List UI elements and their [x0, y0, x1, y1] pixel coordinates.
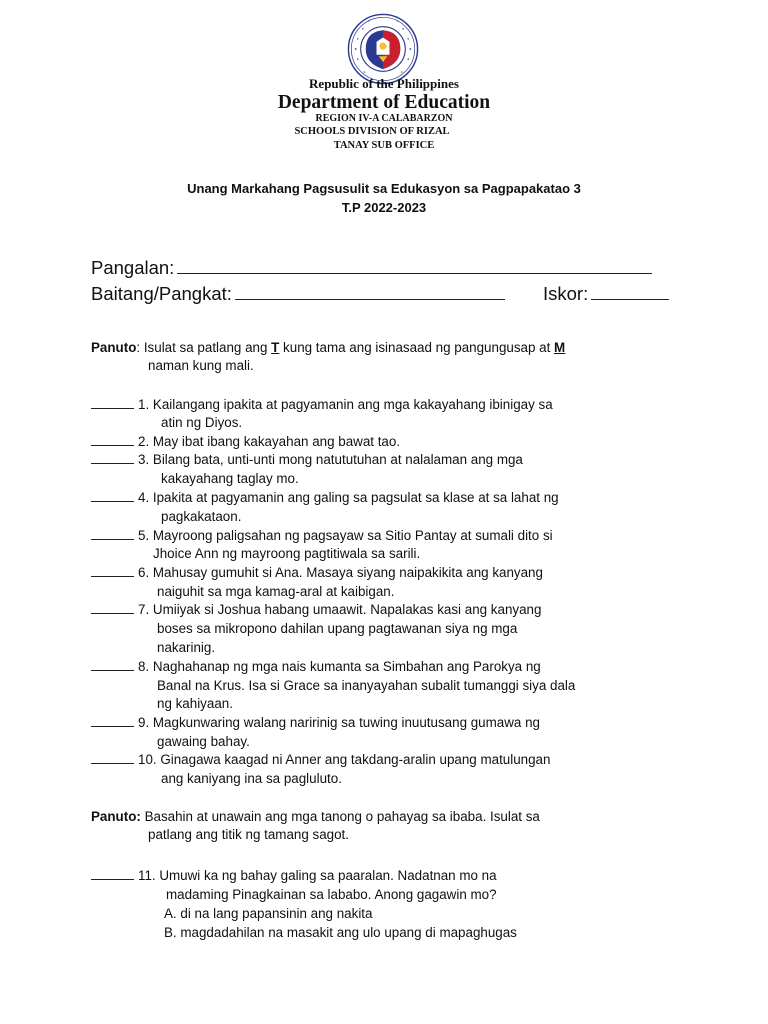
exam-title: Unang Markahang Pagsusulit sa Edukasyon sa Pagpapakatao 3: [187, 181, 581, 196]
answer-blank[interactable]: [91, 434, 134, 446]
item-number: 11.: [138, 868, 156, 883]
item-number: 2.: [138, 434, 150, 449]
grade-section-blank[interactable]: [235, 298, 505, 300]
item-3-continuation: kakayahang taglay mo.: [161, 471, 299, 486]
instruction-text: Basahin at unawain ang mga tanong o pahayag sa ibaba. Isulat sa: [140, 809, 540, 824]
item-number: 8.: [138, 659, 150, 674]
item-7-continuation: boses sa mikropono dahilan upang pagtawanan siya ng mga: [157, 621, 518, 636]
item-5-continuation: Jhoice Ann ng mayroong pagtitiwala sa sarili.: [153, 546, 421, 561]
item-number: 3.: [138, 452, 150, 467]
item-8-continuation: Banal na Krus. Isa si Grace sa inanyayahan subalit tumanggi siya dala: [157, 678, 576, 693]
instruction-1: [91, 339, 565, 357]
item-2: [91, 433, 400, 451]
office-heading: TANAY SUB OFFICE: [333, 140, 435, 151]
true-letter: T: [271, 340, 280, 355]
item-9-continuation: gawaing bahay.: [157, 734, 250, 749]
false-letter: M: [554, 340, 566, 355]
answer-blank[interactable]: [91, 490, 134, 502]
name-blank[interactable]: [177, 272, 652, 274]
instruction-label: Panuto: [91, 340, 137, 355]
item-text: Bilang bata, unti-unti mong natututuhan at nalalaman ang mga: [149, 452, 523, 467]
instruction-2-line2: patlang ang titik ng tamang sagot.: [148, 827, 349, 842]
answer-blank[interactable]: [91, 659, 134, 671]
grade-section-label: Baitang/Pangkat:: [91, 283, 232, 304]
instruction-1-line2: naman kung mali.: [148, 358, 254, 373]
region-heading: REGION IV-A CALABARZON: [315, 113, 453, 124]
item-text: Mayroong paligsahan ng pagsayaw sa Sitio Pantay at sumali dito si: [149, 528, 553, 543]
republic-heading: Republic of the Philippines: [309, 76, 459, 91]
instruction-text: : Isulat sa patlang ang: [136, 340, 272, 355]
score-blank[interactable]: [591, 298, 669, 300]
item-9: [91, 714, 540, 732]
item-8-continuation: ng kahiyaan.: [157, 696, 233, 711]
answer-blank[interactable]: [91, 397, 134, 409]
answer-blank[interactable]: [91, 752, 134, 764]
item-8: [91, 658, 541, 676]
deped-seal-logo: [347, 13, 419, 85]
item-number: 7.: [138, 602, 150, 617]
item-11: [91, 867, 497, 885]
item-text: Kailangang ipakita at pagyamanin ang mga kakayahang ibinigay sa: [149, 397, 553, 412]
item-4-continuation: pagkakataon.: [161, 509, 242, 524]
division-heading: SCHOOLS DIVISION OF RIZAL: [294, 126, 450, 137]
item-text: Magkunwaring walang naririnig sa tuwing inuutusang gumawa ng: [149, 715, 540, 730]
item-text: May ibat ibang kakayahan ang bawat tao.: [149, 434, 401, 449]
department-heading: Department of Education: [277, 92, 491, 113]
grade-section-field[interactable]: [91, 283, 505, 305]
answer-blank[interactable]: [91, 565, 134, 577]
answer-blank[interactable]: [91, 528, 134, 540]
item-5: [91, 527, 553, 545]
item-1: [91, 396, 553, 414]
answer-blank[interactable]: [91, 715, 134, 727]
school-year: T.P 2022-2023: [341, 200, 427, 215]
score-field[interactable]: [543, 283, 669, 305]
item-3: [91, 451, 523, 469]
item-10-continuation: ang kaniyang ina sa pagluluto.: [161, 771, 342, 786]
instruction-2: [91, 808, 540, 826]
item-11-line2: madaming Pinagkainan sa lababo. Anong gagawin mo?: [166, 887, 497, 902]
item-number: 10.: [138, 752, 157, 767]
name-field[interactable]: [91, 257, 652, 279]
answer-blank[interactable]: [91, 868, 134, 880]
item-number: 5.: [138, 528, 150, 543]
item-text: Ginagawa kaagad ni Anner ang takdang-aralin upang matulungan: [156, 752, 551, 767]
score-label: Iskor:: [543, 283, 589, 304]
answer-blank[interactable]: [91, 602, 134, 614]
item-number: 9.: [138, 715, 150, 730]
item-number: 1.: [138, 397, 150, 412]
item-text: Umiiyak si Joshua habang umaawit. Napalakas kasi ang kanyang: [149, 602, 542, 617]
answer-blank[interactable]: [91, 452, 134, 464]
item-text: Naghahanap ng mga nais kumanta sa Simbahan ang Parokya ng: [149, 659, 541, 674]
item-7-continuation: nakarinig.: [157, 640, 216, 655]
item-6: [91, 564, 543, 582]
item-number: 6.: [138, 565, 150, 580]
choice-b: B. magdadahilan na masakit ang ulo upang di mapaghugas: [164, 925, 517, 940]
item-7: [91, 601, 541, 619]
item-4: [91, 489, 559, 507]
instruction-label: Panuto:: [91, 809, 141, 824]
item-number: 4.: [138, 490, 150, 505]
item-1-continuation: atin ng Diyos.: [161, 415, 243, 430]
item-text: Ipakita at pagyamanin ang galing sa pagsulat sa klase at sa lahat ng: [149, 490, 559, 505]
item-text: Umuwi ka ng bahay galing sa paaralan. Nadatnan mo na: [159, 868, 497, 883]
choice-a: A. di na lang papansinin ang nakita: [164, 906, 373, 921]
item-10: [91, 751, 550, 769]
instruction-text: kung tama ang isinasaad ng pangungusap at: [279, 340, 555, 355]
item-6-continuation: naiguhit sa mga kamag-aral at kaibigan.: [157, 584, 395, 599]
item-text: Mahusay gumuhit si Ana. Masaya siyang naipakikita ang kanyang: [149, 565, 543, 580]
name-label: Pangalan:: [91, 257, 175, 278]
